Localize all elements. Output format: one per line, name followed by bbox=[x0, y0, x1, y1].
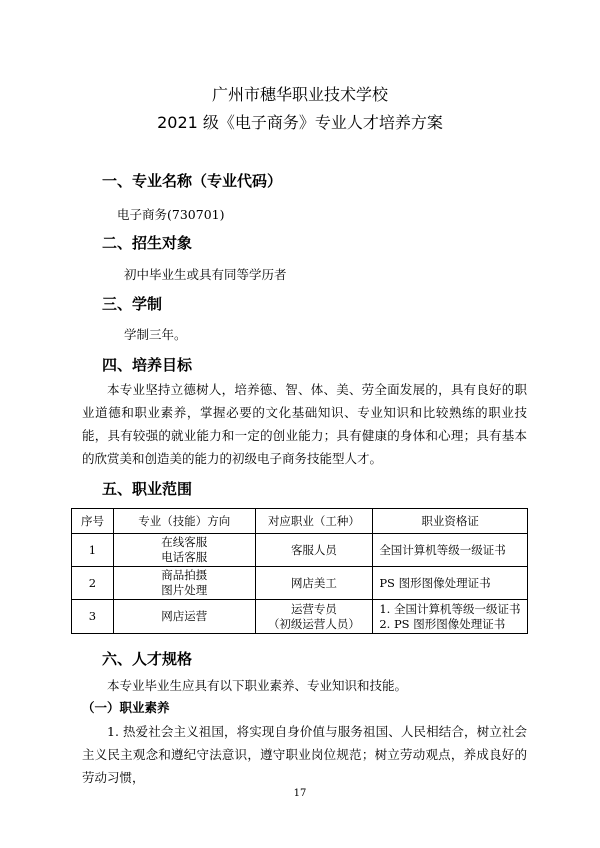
direction-cell bbox=[113, 534, 255, 567]
table-header-cell: 职业资格证 bbox=[373, 509, 528, 534]
job-cell bbox=[255, 567, 373, 600]
job-line: 运营专员 bbox=[290, 601, 337, 616]
table-header-cell: 对应职业（工种） bbox=[255, 509, 373, 534]
job-cell bbox=[255, 534, 373, 567]
direction-line: 网店运营 bbox=[161, 609, 208, 623]
row-number: 1 bbox=[72, 534, 114, 567]
row-number: 2 bbox=[72, 567, 114, 600]
table-header-row bbox=[72, 509, 528, 534]
table-row bbox=[72, 600, 528, 634]
cert-cell bbox=[373, 534, 528, 567]
cert-cell bbox=[373, 600, 528, 634]
cert-line: PS 图形图像处理证书 bbox=[379, 575, 491, 590]
direction-cell bbox=[113, 567, 255, 600]
subsection-text: 1. 热爱社会主义祖国，将实现自身价值与服务祖国、人民相结合，树立社会主义民主观念和遵纪守法意识，遵守职业岗位规范；树立劳动观点，养成良好的劳动习惯， bbox=[82, 724, 527, 785]
section-heading-6: 六、人才规格 bbox=[102, 650, 193, 668]
career-scope-table bbox=[71, 508, 528, 634]
table-header-cell: 序号 bbox=[72, 509, 114, 534]
job-line: 客服人员 bbox=[290, 542, 337, 557]
section-heading-4: 四、培养目标 bbox=[102, 356, 193, 374]
section-heading-3: 三、学制 bbox=[102, 295, 163, 313]
section-heading-1: 一、专业名称（专业代码） bbox=[102, 172, 283, 190]
job-cell bbox=[255, 600, 373, 634]
table-header-cell: 专业（技能）方向 bbox=[113, 509, 255, 534]
direction-line: 在线客服 bbox=[161, 535, 208, 549]
table-row bbox=[72, 567, 528, 600]
cert-line: 2. PS 图形图像处理证书 bbox=[379, 616, 506, 631]
section-text-3: 学制三年。 bbox=[124, 327, 187, 342]
direction-line: 商品拍摄 bbox=[161, 568, 208, 582]
subsection-heading: （一）职业素养 bbox=[82, 700, 170, 715]
direction-line: 电话客服 bbox=[161, 550, 208, 564]
cert-line: 1. 全国计算机等级一级证书 bbox=[379, 601, 521, 616]
section-text-2: 初中毕业生或具有同等学历者 bbox=[124, 267, 287, 282]
section-text-6: 本专业毕业生应具有以下职业素养、专业知识和技能。 bbox=[107, 678, 408, 693]
cert-line: 全国计算机等级一级证书 bbox=[379, 542, 506, 557]
page-number: 17 bbox=[293, 788, 307, 799]
job-line: 网店美工 bbox=[290, 575, 337, 590]
section-heading-2: 二、招生对象 bbox=[102, 234, 193, 252]
school-name: 广州市穗华职业技术学校 bbox=[211, 85, 388, 104]
section-heading-5: 五、职业范围 bbox=[102, 480, 193, 498]
section-text-1: 电子商务(730701) bbox=[117, 207, 225, 222]
direction-cell bbox=[113, 600, 255, 634]
table-row bbox=[72, 534, 528, 567]
cert-cell bbox=[373, 567, 528, 600]
row-number: 3 bbox=[72, 600, 114, 634]
document-title: 2021 级《电子商务》专业人才培养方案 bbox=[157, 113, 443, 132]
direction-line: 图片处理 bbox=[161, 583, 208, 597]
section-text-4: 本专业坚持立德树人，培养德、智、体、美、劳全面发展的，具有良好的职业道德和职业素养，掌握必要的文化基础知识、专业知识和比较熟练的职业技能，具有较强的就业能力和一定的创业能力；具有健康的身体和心理；具有基本的欣赏美和创造美的能力的初级电子商务技能型人才。 bbox=[82, 382, 527, 466]
job-line: （初级运营人员） bbox=[267, 616, 360, 631]
